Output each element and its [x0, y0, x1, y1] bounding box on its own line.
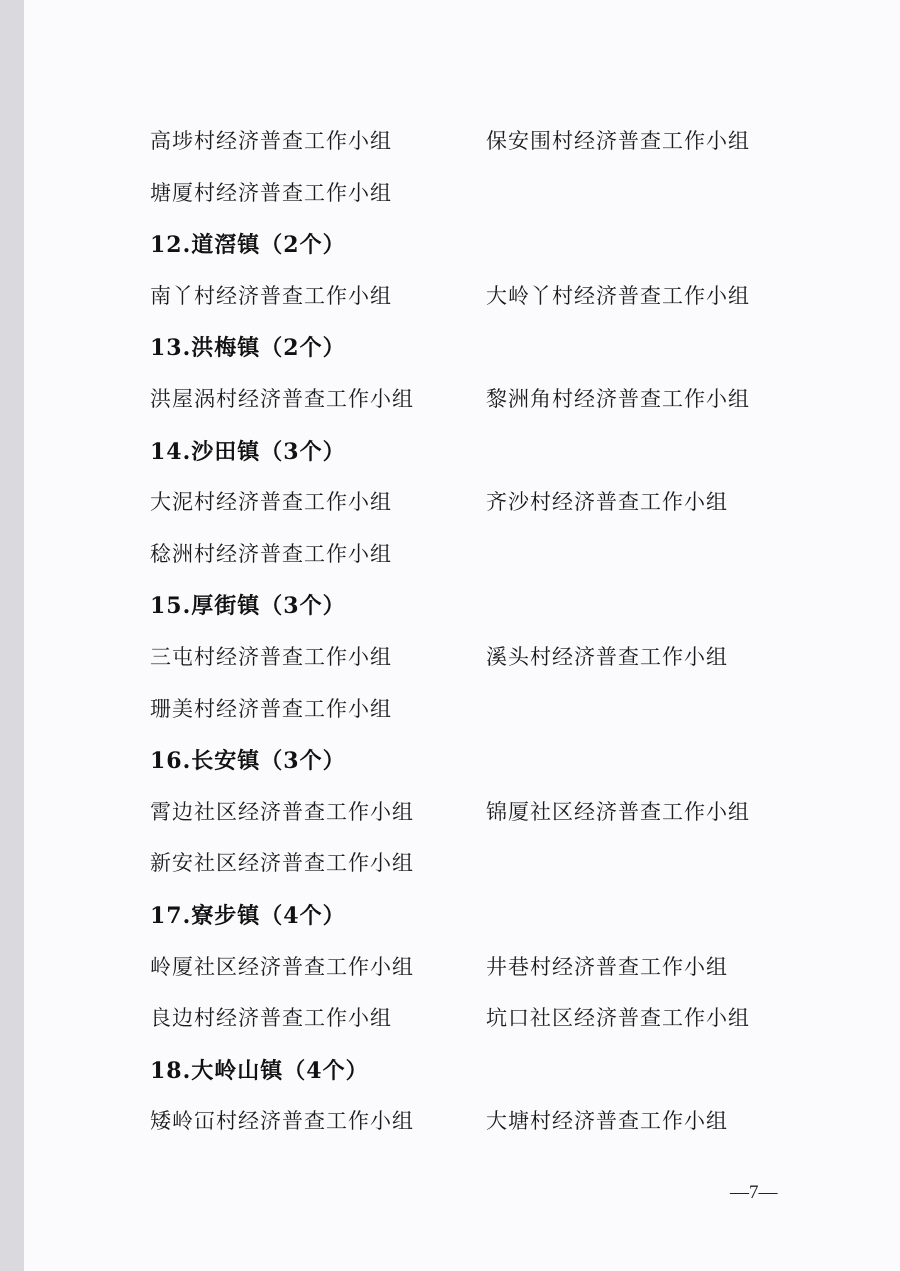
group-name-left: 霄边社区经济普查工作小组 — [150, 800, 414, 824]
group-name-left: 良边村经济普查工作小组 — [150, 1006, 392, 1030]
group-name-left: 矮岭冚村经济普查工作小组 — [150, 1109, 414, 1133]
group-name-right: 保安围村经济普查工作小组 — [486, 129, 750, 153]
group-name-left: 岭厦社区经济普查工作小组 — [150, 955, 414, 979]
list-row — [150, 120, 830, 160]
page-number: —7— — [730, 1182, 778, 1203]
group-name-right: 溪头村经济普查工作小组 — [486, 645, 728, 669]
list-row — [150, 688, 830, 728]
group-name-right: 齐沙村经济普查工作小组 — [486, 490, 728, 514]
section-heading — [150, 430, 830, 470]
group-name-left: 塘厦村经济普查工作小组 — [150, 181, 392, 205]
section-heading-text: 17.寮步镇（4个） — [150, 902, 346, 929]
group-name-right: 大岭丫村经济普查工作小组 — [486, 284, 750, 308]
section-heading-text: 12.道滘镇（2个） — [150, 231, 346, 258]
section-heading — [150, 894, 830, 934]
section-heading — [150, 223, 830, 263]
group-name-left: 稔洲村经济普查工作小组 — [150, 542, 392, 566]
group-name-left: 珊美村经济普查工作小组 — [150, 697, 392, 721]
list-row — [150, 172, 830, 212]
section-heading — [150, 584, 830, 624]
group-name-right: 大塘村经济普查工作小组 — [486, 1109, 728, 1133]
list-row — [150, 533, 830, 573]
list-row — [150, 1100, 830, 1140]
list-row — [150, 481, 830, 521]
group-name-left: 高埗村经济普查工作小组 — [150, 129, 392, 153]
list-row — [150, 636, 830, 676]
list-row — [150, 791, 830, 831]
group-name-right: 坑口社区经济普查工作小组 — [486, 1006, 750, 1030]
group-name-left: 洪屋涡村经济普查工作小组 — [150, 387, 414, 411]
group-name-right: 井巷村经济普查工作小组 — [486, 955, 728, 979]
section-heading — [150, 1049, 830, 1089]
group-name-right: 黎洲角村经济普查工作小组 — [486, 387, 750, 411]
list-row — [150, 997, 830, 1037]
section-heading-text: 15.厚街镇（3个） — [150, 592, 346, 619]
section-heading-text: 13.洪梅镇（2个） — [150, 334, 346, 361]
group-name-right: 锦厦社区经济普查工作小组 — [486, 800, 750, 824]
group-name-left: 三屯村经济普查工作小组 — [150, 645, 392, 669]
group-name-left: 大泥村经济普查工作小组 — [150, 490, 392, 514]
section-heading — [150, 739, 830, 779]
section-heading — [150, 326, 830, 366]
group-name-left: 南丫村经济普查工作小组 — [150, 284, 392, 308]
list-row — [150, 946, 830, 986]
group-name-left: 新安社区经济普查工作小组 — [150, 851, 414, 875]
list-row — [150, 842, 830, 882]
list-row — [150, 378, 830, 418]
section-heading-text: 18.大岭山镇（4个） — [150, 1057, 369, 1084]
section-heading-text: 14.沙田镇（3个） — [150, 438, 346, 465]
list-row — [150, 275, 830, 315]
section-heading-text: 16.长安镇（3个） — [150, 747, 346, 774]
